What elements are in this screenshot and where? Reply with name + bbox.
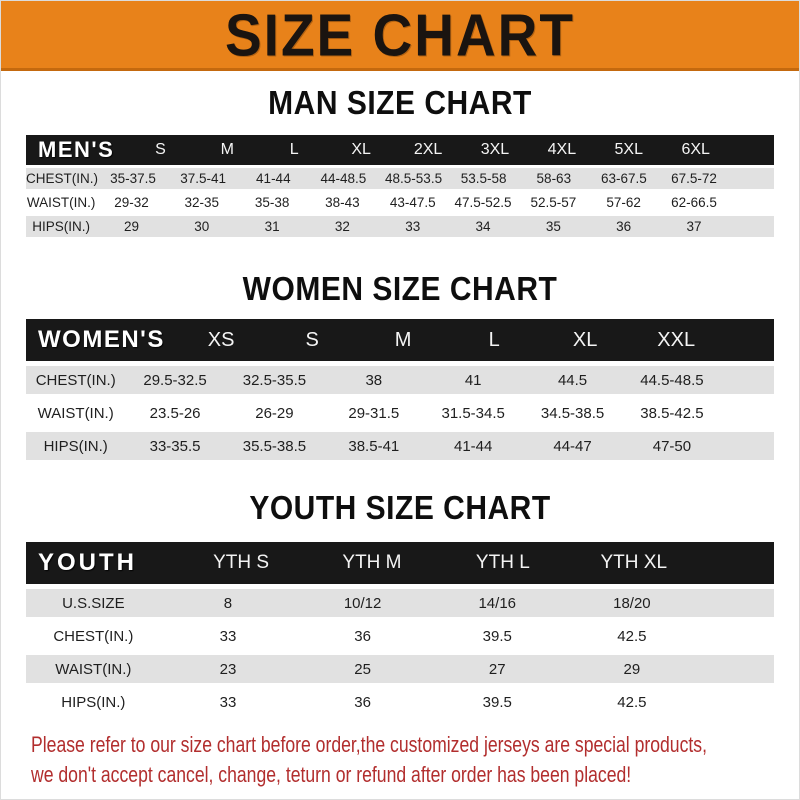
table-cell: 44.5 xyxy=(557,371,588,389)
table-cell: 67.5-72 xyxy=(671,171,717,186)
table-row xyxy=(26,366,774,394)
table-cell: 8 xyxy=(223,594,233,612)
column-header: M xyxy=(220,141,234,158)
table-cell: 39.5 xyxy=(482,693,512,711)
table-cell: 35-38 xyxy=(254,195,290,210)
table-row xyxy=(26,688,774,716)
table-cell: 48.5-53.5 xyxy=(385,171,443,186)
table-row xyxy=(26,655,774,683)
table-row xyxy=(26,622,774,650)
table-cell: 36 xyxy=(616,219,632,234)
column-header: YTH L xyxy=(475,552,530,573)
table-row xyxy=(26,192,774,213)
table-cell: 25 xyxy=(354,660,371,678)
column-header: XS xyxy=(207,328,235,351)
table-cell: 32-35 xyxy=(184,195,220,210)
table-cell: 23 xyxy=(219,660,237,678)
table-cell: 27 xyxy=(488,660,506,678)
table-cell: 14/16 xyxy=(478,594,517,612)
table-cell: 57-62 xyxy=(606,195,641,210)
table-cell: 36 xyxy=(354,627,371,645)
table-cell: 41 xyxy=(464,371,482,389)
table-cell: 29-32 xyxy=(114,195,149,210)
column-header: S xyxy=(305,328,319,351)
youth-size-table xyxy=(26,542,774,716)
table-cell: 38.5-41 xyxy=(348,437,400,455)
table-cell: 44.5-48.5 xyxy=(640,371,704,389)
row-label: HIPS(IN.) xyxy=(32,219,91,234)
table-cell: 58-63 xyxy=(536,171,572,186)
table-cell: 31 xyxy=(264,219,280,234)
column-header: 3XL xyxy=(480,141,510,158)
table-cell: 38.5-42.5 xyxy=(640,404,704,422)
table-cell: 63-67.5 xyxy=(601,171,647,186)
table-cell: 26-29 xyxy=(255,404,294,422)
men-size-table xyxy=(26,135,774,237)
column-header: L xyxy=(488,328,500,351)
column-header: YTH S xyxy=(213,552,270,573)
row-label: CHEST(IN.) xyxy=(53,627,134,645)
youth-section-title: YOUTH SIZE CHART xyxy=(249,489,551,527)
table-cell: 43-47.5 xyxy=(389,195,436,210)
table-cell: 38-43 xyxy=(325,195,360,210)
table-cell: 29 xyxy=(123,219,139,234)
table-cell: 29.5-32.5 xyxy=(143,371,207,389)
table-corner-label: WOMEN'S xyxy=(38,326,165,353)
section-youth xyxy=(1,489,799,716)
table-cell: 29-31.5 xyxy=(348,404,400,422)
women-section-title: WOMEN SIZE CHART xyxy=(242,270,558,308)
disclaimer-text xyxy=(31,730,707,790)
section-men xyxy=(1,84,799,237)
table-cell: 44-47 xyxy=(553,437,592,455)
table-cell: 42.5 xyxy=(617,627,647,645)
column-header: 4XL xyxy=(547,141,577,158)
table-row xyxy=(26,432,774,460)
table-cell: 36 xyxy=(354,693,371,711)
table-row xyxy=(26,216,774,237)
table-cell: 35-37.5 xyxy=(110,171,156,186)
table-cell: 33 xyxy=(219,627,237,645)
table-cell: 47.5-52.5 xyxy=(454,195,512,210)
banner-title: SIZE CHART xyxy=(225,1,575,68)
table-cell: 37 xyxy=(686,219,702,234)
table-cell: 33 xyxy=(405,219,421,234)
women-size-table xyxy=(26,319,774,460)
table-cell: 39.5 xyxy=(482,627,512,645)
row-label: WAIST(IN.) xyxy=(55,660,132,678)
table-cell: 34.5-38.5 xyxy=(540,404,605,422)
disclaimer-line-2: we don't accept cancel, change, teturn or refund after order has been placed! xyxy=(31,762,632,787)
table-cell: 35 xyxy=(545,219,561,234)
section-women xyxy=(1,270,799,460)
row-label: CHEST(IN.) xyxy=(35,371,116,389)
table-cell: 34 xyxy=(475,219,491,234)
column-header: L xyxy=(289,141,299,158)
table-header-row xyxy=(26,135,774,165)
table-cell: 32 xyxy=(334,219,350,234)
table-cell: 47-50 xyxy=(652,437,692,455)
table-cell: 52.5-57 xyxy=(530,195,577,210)
table-cell: 18/20 xyxy=(613,594,651,612)
table-cell: 33-35.5 xyxy=(149,437,201,455)
table-cell: 29 xyxy=(623,660,641,678)
column-header: 5XL xyxy=(614,141,643,158)
column-header: XXL xyxy=(657,328,696,351)
row-label: WAIST(IN.) xyxy=(26,195,96,210)
column-header: 6XL xyxy=(681,141,710,158)
row-label: HIPS(IN.) xyxy=(43,437,108,455)
table-row xyxy=(26,589,774,617)
table-cell: 23.5-26 xyxy=(149,404,201,422)
table-cell: 30 xyxy=(194,219,210,234)
men-section-title: MAN SIZE CHART xyxy=(268,84,532,122)
row-label: WAIST(IN.) xyxy=(37,404,114,422)
table-header-row xyxy=(26,542,774,584)
disclaimer-line-1: Please refer to our size chart before order,the customized jerseys are special products, xyxy=(31,732,707,757)
table-cell: 38 xyxy=(365,371,383,389)
table-cell: 62-66.5 xyxy=(671,195,717,210)
table-cell: 41-44 xyxy=(454,437,493,455)
table-header-row xyxy=(26,319,774,361)
table-corner-label: MEN'S xyxy=(38,137,115,162)
table-cell: 53.5-58 xyxy=(460,171,507,186)
table-corner-label: YOUTH xyxy=(38,549,137,576)
column-header: XL xyxy=(572,328,598,351)
table-cell: 37.5-41 xyxy=(180,171,227,186)
table-cell: 35.5-38.5 xyxy=(242,437,307,455)
table-cell: 42.5 xyxy=(617,693,647,711)
table-cell: 44-48.5 xyxy=(320,171,367,186)
row-label: U.S.SIZE xyxy=(62,594,125,612)
column-header: XL xyxy=(351,141,371,158)
size-chart-banner xyxy=(1,1,799,71)
column-header: 2XL xyxy=(413,141,443,158)
table-cell: 32.5-35.5 xyxy=(242,371,307,389)
row-label: CHEST(IN.) xyxy=(26,171,98,186)
table-cell: 33 xyxy=(219,693,237,711)
table-row xyxy=(26,168,774,189)
table-cell: 41-44 xyxy=(256,171,291,186)
column-header: S xyxy=(155,141,166,158)
row-label: HIPS(IN.) xyxy=(61,693,126,711)
table-cell: 31.5-34.5 xyxy=(441,404,505,422)
column-header: M xyxy=(394,328,412,351)
table-cell: 10/12 xyxy=(343,594,382,612)
column-header: YTH XL xyxy=(600,552,668,573)
column-header: YTH M xyxy=(342,552,402,573)
table-row xyxy=(26,399,774,427)
